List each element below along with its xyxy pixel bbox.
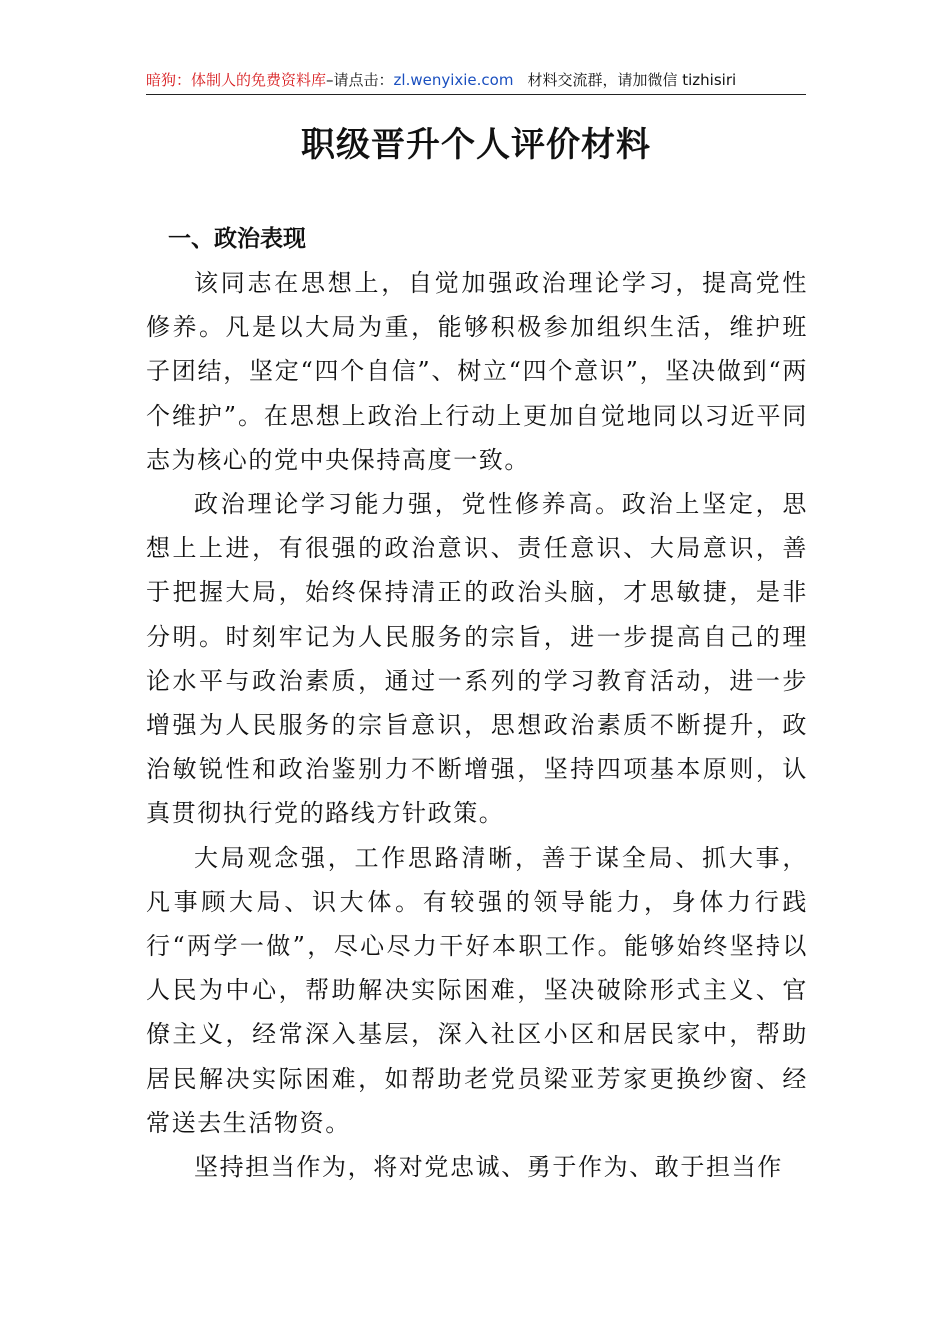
page-header <box>146 68 806 95</box>
header-brand: 暗狗：体制人的免费资料库 <box>146 71 327 89</box>
document-title: 职级晋升个人评价材料 <box>301 125 651 165</box>
document-body <box>146 217 808 1189</box>
header-cta: –请点击： <box>326 71 394 89</box>
section-heading: 一、政治表现 <box>168 226 306 252</box>
header-link[interactable]: zl.wenyixie.com <box>393 71 514 89</box>
paragraph: 坚持担当作为，将对党忠诚、勇于作为、敢于担当作 <box>194 1153 783 1182</box>
paragraph: 该同志在思想上，自觉加强政治理论学习，提高党性修养。凡是以大局为重，能够积极参加组织生活，维护班子团结，坚定“四个自信”、树立“四个意识”，坚决做到“两个维护”。在思想上政治上行动上更加自觉地同以习近平同志为核心的党中央保持高度一致。 <box>146 269 808 474</box>
paragraph: 大局观念强，工作思路清晰，善于谋全局、抓大事，凡事顾大局、识大体。有较强的领导能力，身体力行践行“两学一做”，尽心尽力干好本职工作。能够始终坚持以人民为中心，帮助解决实际困难，坚决破除形式主义、官僚主义，经常深入基层，深入社区小区和居民家中，帮助居民解决实际困难，如帮助老党员梁亚芳家更换纱窗、经常送去生活物资。 <box>146 843 808 1137</box>
header-note: 材料交流群，请加微信 tizhisiri <box>527 71 737 89</box>
paragraph: 政治理论学习能力强，党性修养高。政治上坚定，思想上上进，有很强的政治意识、责任意识、大局意识，善于把握大局，始终保持清正的政治头脑，才思敏捷，是非分明。时刻牢记为人民服务的宗旨，进一步提高自己的理论水平与政治素质，通过一系列的学习教育活动，进一步增强为人民服务的宗旨意识，思想政治素质不断提升，政治敏锐性和政治鉴别力不断增强，坚持四项基本原则，认真贯彻执行党的路线方针政策。 <box>146 490 808 828</box>
